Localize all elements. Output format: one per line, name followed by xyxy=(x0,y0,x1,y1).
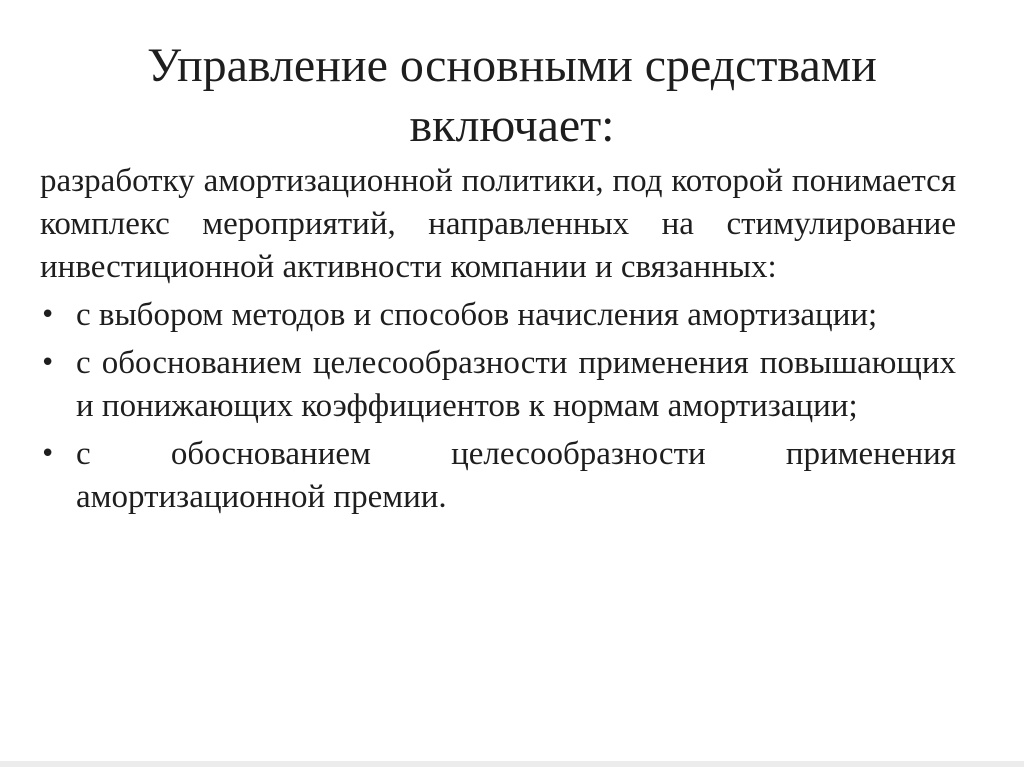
bullet-item-premium xyxy=(40,433,956,519)
bullet-text-methods: с выбором методов и способов начисления амортизации; xyxy=(76,297,878,333)
bullet-text-premium: с обоснованием целесообразности применения амортизационной премии. xyxy=(76,436,956,515)
slide-body xyxy=(40,160,956,519)
bullet-icon: • xyxy=(40,439,56,469)
slide-title: Управление основными средствами включает: xyxy=(147,39,877,152)
bullet-list xyxy=(40,294,956,519)
bullet-icon: • xyxy=(40,300,56,330)
bullet-item-methods xyxy=(40,294,956,337)
bullet-text-coefficients: с обоснованием целесообразности применения повышающих и понижающих коэффициентов к нормам амортизации; xyxy=(76,345,956,424)
bullet-item-coefficients xyxy=(40,342,956,428)
bottom-divider xyxy=(0,761,1024,767)
lead-paragraph: разработку амортизационной политики, под которой понимается комплекс мероприятий, направленных на стимулирование инвестиционной активности компании и связанных: xyxy=(40,163,956,285)
bullet-icon: • xyxy=(40,348,56,378)
